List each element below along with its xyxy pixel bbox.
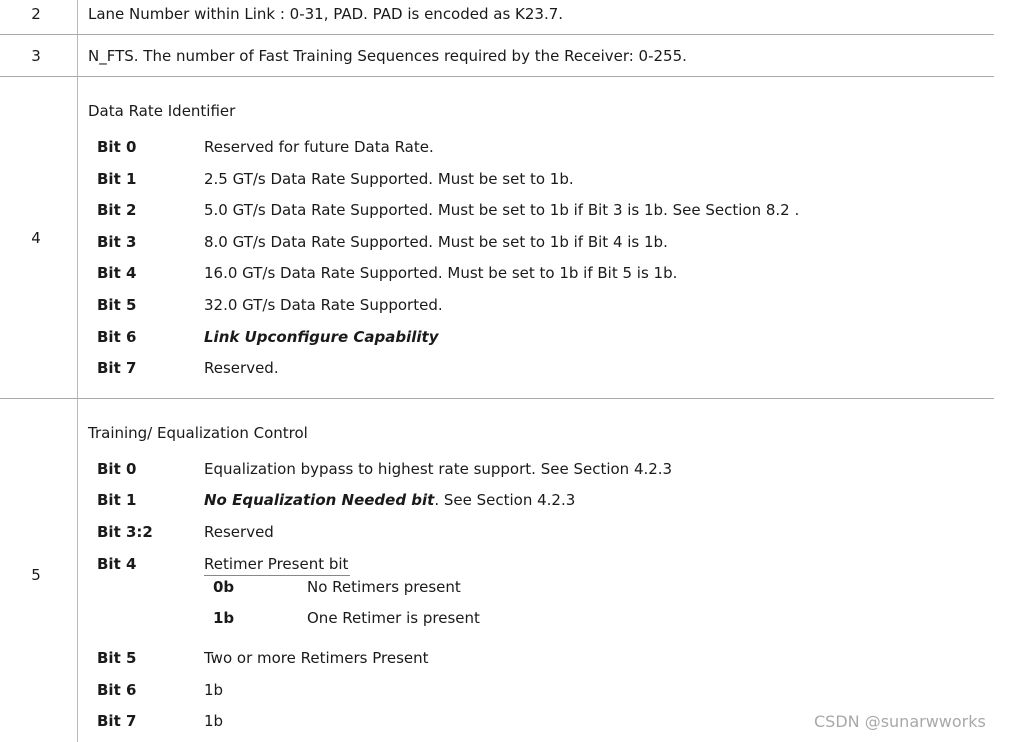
bit-label: Bit 1	[97, 170, 137, 188]
sub-table-divider	[204, 575, 350, 576]
bit-label: Bit 4	[97, 555, 137, 573]
field-title: Data Rate Identifier	[88, 102, 236, 120]
bit-label: Bit 0	[97, 460, 137, 478]
bit-label: Bit 3	[97, 233, 137, 251]
bit-description: 1b	[204, 712, 224, 730]
sub-value-label: 0b	[213, 578, 235, 596]
bit-description: Two or more Retimers Present	[204, 649, 429, 667]
bit-label: Bit 7	[97, 359, 137, 377]
row-number: 5	[31, 566, 41, 584]
sub-value-description: One Retimer is present	[307, 609, 480, 627]
bit-description: 2.5 GT/s Data Rate Supported. Must be set to 1b.	[204, 170, 574, 188]
row-divider	[0, 76, 994, 77]
bit-label: Bit 4	[97, 264, 137, 282]
bit-label: Bit 1	[97, 491, 137, 509]
row-number: 2	[31, 5, 41, 23]
bit-description-rest: . See Section 4.2.3	[434, 491, 576, 509]
row-description: N_FTS. The number of Fast Training Sequences required by the Receiver: 0-255.	[88, 47, 687, 65]
watermark: CSDN @sunarwworks	[814, 712, 986, 731]
bit-description: 5.0 GT/s Data Rate Supported. Must be set to 1b if Bit 3 is 1b. See Section 8.2 .	[204, 201, 800, 219]
bit-label: Bit 3:2	[97, 523, 153, 541]
column-divider	[77, 0, 78, 742]
bit-description: 8.0 GT/s Data Rate Supported. Must be set to 1b if Bit 4 is 1b.	[204, 233, 668, 251]
bit-description: Reserved	[204, 523, 274, 541]
bit-label: Bit 6	[97, 328, 137, 346]
bit-description: Reserved for future Data Rate.	[204, 138, 434, 156]
bit-description: Retimer Present bit	[204, 555, 349, 573]
bit-label: Bit 5	[97, 649, 137, 667]
bit-description: 16.0 GT/s Data Rate Supported. Must be set to 1b if Bit 5 is 1b.	[204, 264, 678, 282]
row-divider	[0, 34, 994, 35]
bit-label: Bit 5	[97, 296, 137, 314]
sub-value-label: 1b	[213, 609, 235, 627]
row-number: 4	[31, 229, 41, 247]
field-title: Training/ Equalization Control	[88, 424, 308, 442]
bit-label: Bit 0	[97, 138, 137, 156]
bit-description: 32.0 GT/s Data Rate Supported.	[204, 296, 443, 314]
bit-label: Bit 7	[97, 712, 137, 730]
bit-description: Equalization bypass to highest rate support. See Section 4.2.3	[204, 460, 673, 478]
bit-description	[204, 490, 575, 510]
bit-description: Link Upconfigure Capability	[204, 328, 439, 346]
bit-label: Bit 2	[97, 201, 137, 219]
row-divider	[0, 398, 994, 399]
bit-description-emphasis: No Equalization Needed bit	[204, 491, 435, 509]
row-description: Lane Number within Link : 0-31, PAD. PAD is encoded as K23.7.	[88, 5, 564, 23]
bit-description: Reserved.	[204, 359, 279, 377]
bit-label: Bit 6	[97, 681, 137, 699]
sub-value-description: No Retimers present	[307, 578, 461, 596]
bit-description: 1b	[204, 681, 224, 699]
row-number: 3	[31, 47, 41, 65]
